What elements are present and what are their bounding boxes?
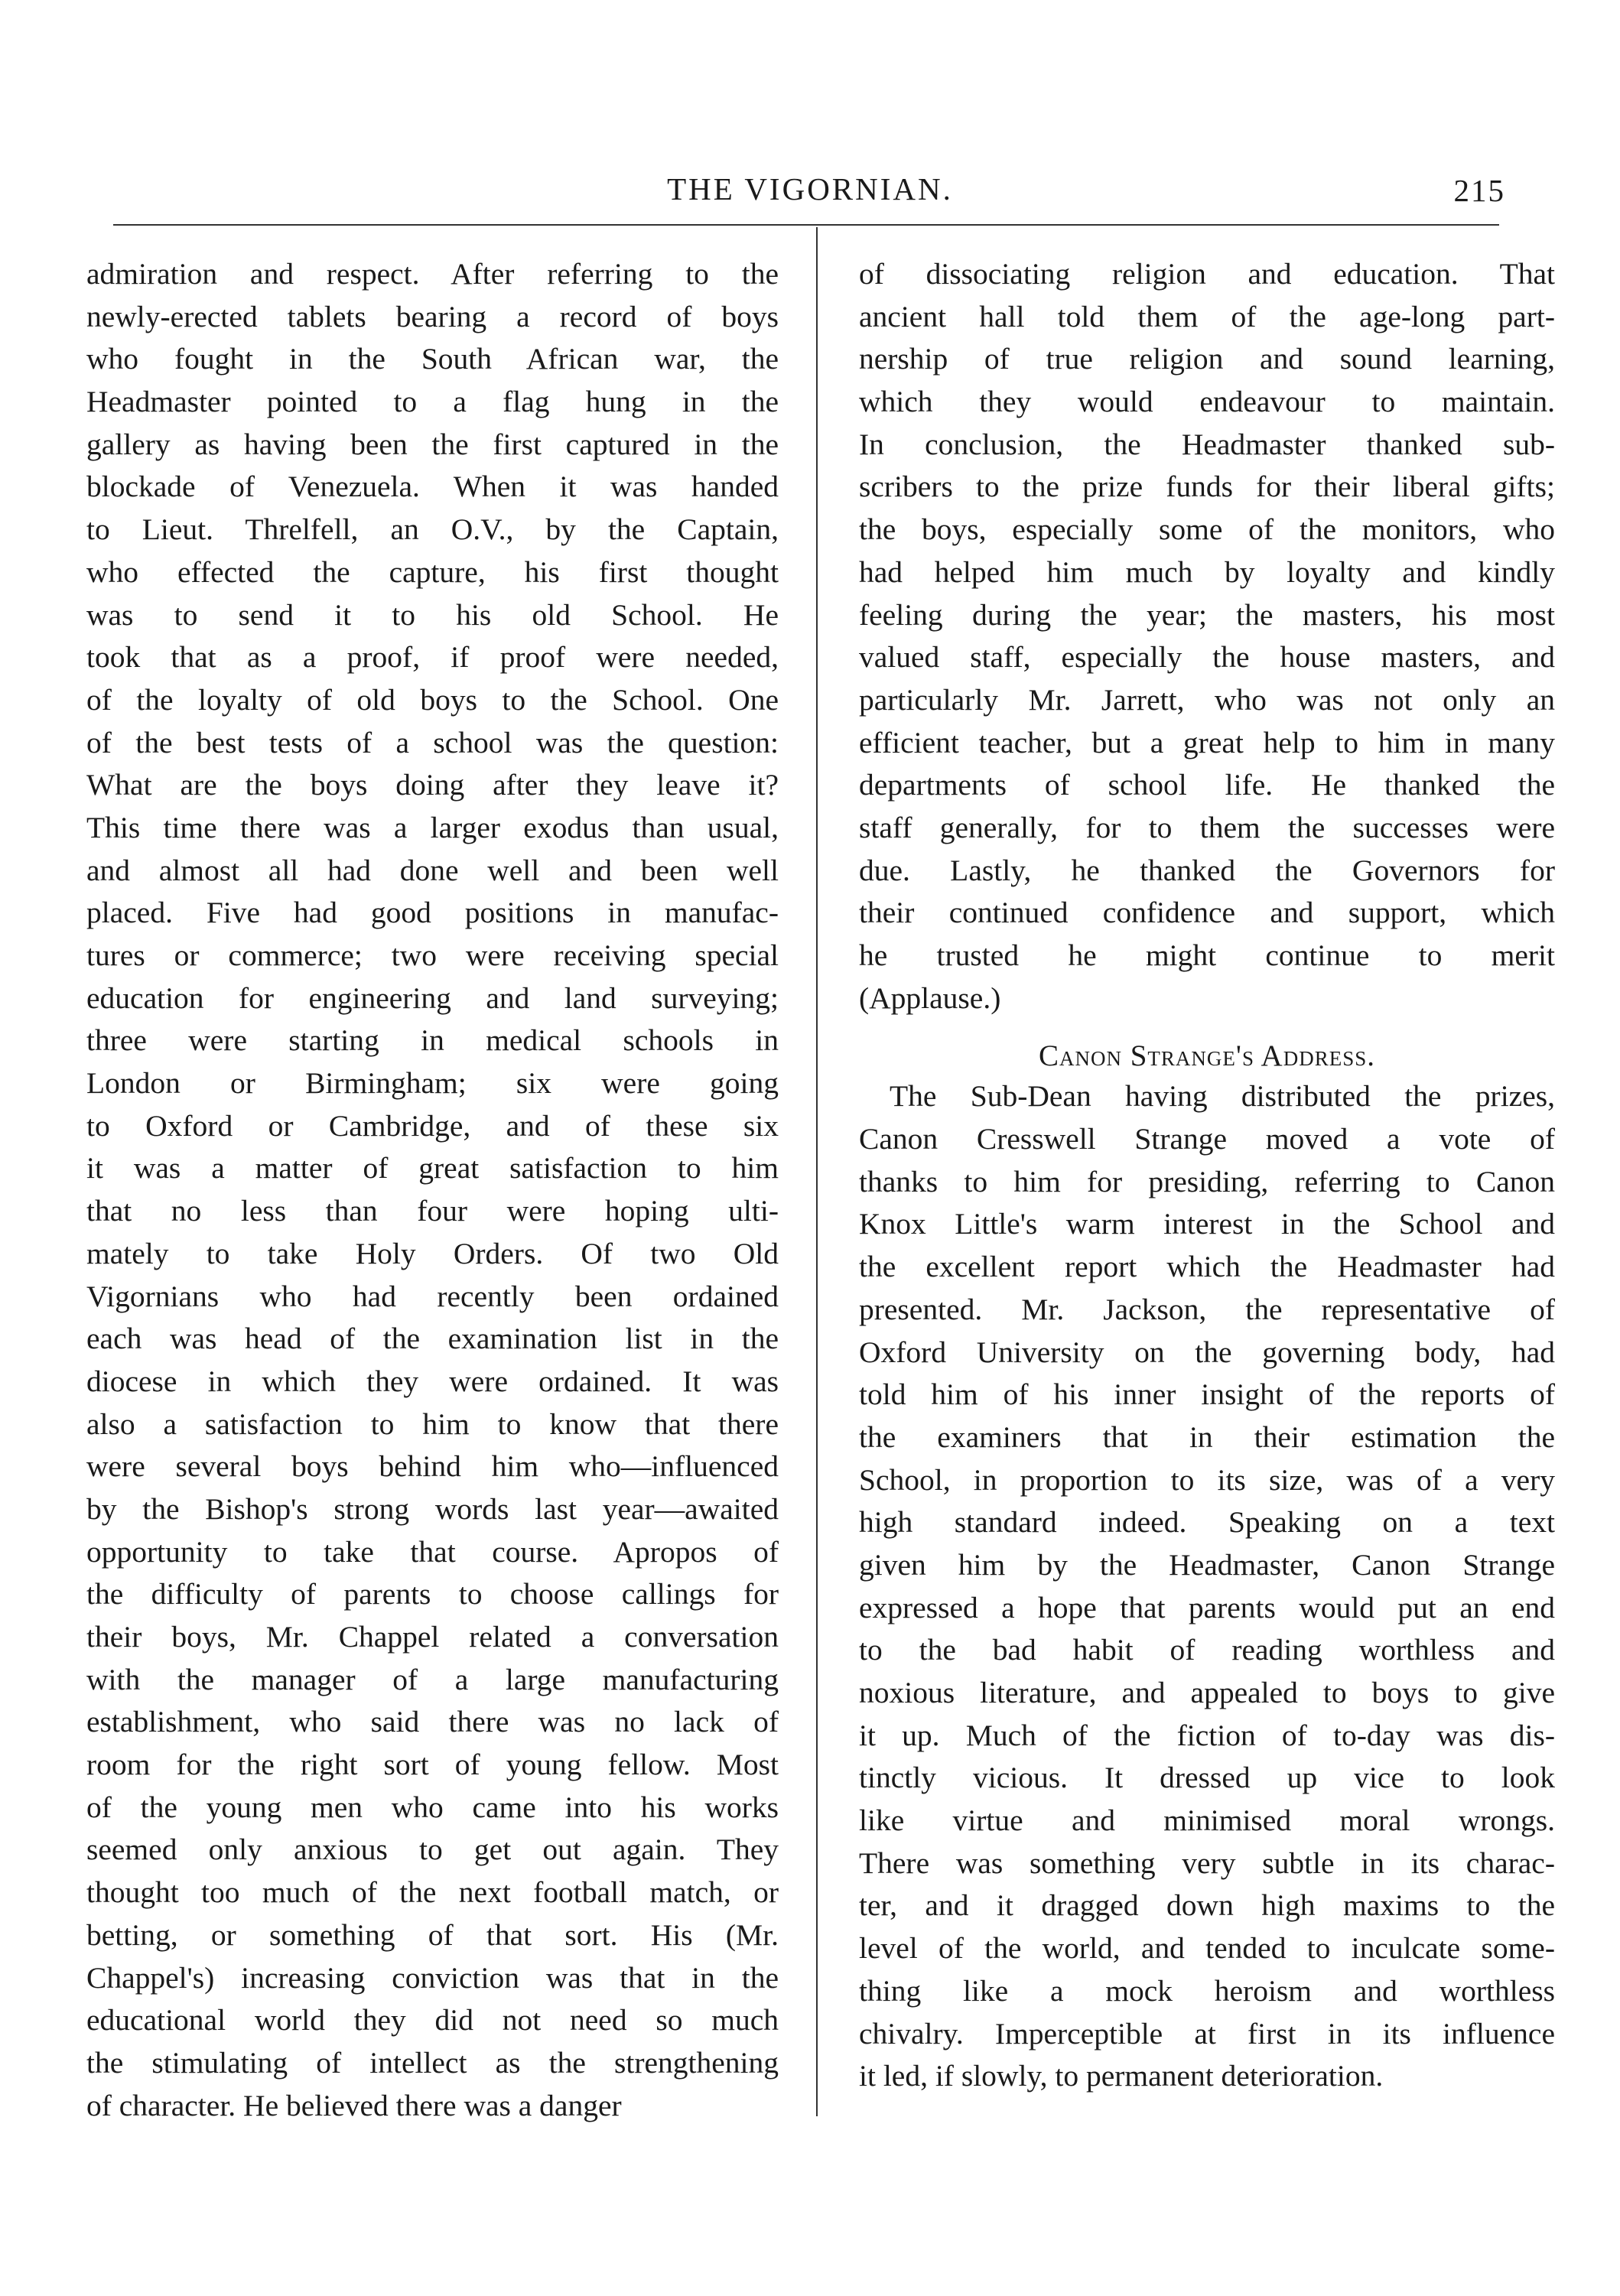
text-line: of the loyalty of old boys to the School. One	[86, 682, 779, 717]
text-line: establishment, who said there was no lack of	[86, 1705, 779, 1739]
text-line: valued staff, especially the house masters, and	[859, 640, 1555, 675]
text-line: London or Birmingham; six were going	[86, 1066, 779, 1101]
column-divider	[816, 227, 818, 2116]
text-line: In conclusion, the Headmaster thanked sub-	[859, 427, 1555, 461]
text-line: which they would endeavour to maintain.	[859, 385, 1555, 419]
text-line: took that as a proof, if proof were needed,	[86, 640, 779, 675]
text-line: feeling during the year; the masters, his most	[859, 597, 1555, 632]
text-line: the stimulating of intellect as the strengthening	[86, 2045, 779, 2080]
text-line: like virtue and minimised moral wrongs.	[859, 1803, 1555, 1838]
text-line: particularly Mr. Jarrett, who was not only an	[859, 682, 1555, 717]
text-line: efficient teacher, but a great help to him in many	[859, 725, 1555, 759]
text-line: admiration and respect. After referring to the	[86, 257, 779, 291]
text-line: education for engineering and land surveying;	[86, 981, 779, 1015]
text-line: ancient hall told them of the age-long part-	[859, 299, 1555, 333]
right-column-text-before-heading	[859, 253, 1555, 1020]
text-line: Vigornians who had recently been ordained	[86, 1279, 779, 1313]
text-line: the difficulty of parents to choose callings for	[86, 1577, 779, 1611]
text-line: it was a matter of great satisfaction to him	[86, 1151, 779, 1185]
page-number: 215	[1453, 173, 1505, 208]
text-line: placed. Five had good positions in manufac-	[86, 896, 779, 930]
text-line: their continued confidence and support, which	[859, 896, 1555, 930]
header-rule	[113, 224, 1499, 226]
text-line: gallery as having been the first captured in the	[86, 427, 779, 461]
text-line: high standard indeed. Speaking on a text	[859, 1505, 1555, 1540]
text-line: the excellent report which the Headmaster had	[859, 1250, 1555, 1284]
text-line: chivalry. Imperceptible at first in its influence	[859, 2016, 1555, 2050]
text-line: thing like a mock heroism and worthless	[859, 1973, 1555, 2008]
text-line: nership of true religion and sound learning,	[859, 342, 1555, 376]
text-line: ter, and it dragged down high maxims to the	[859, 1888, 1555, 1923]
text-line: the examiners that in their estimation the	[859, 1420, 1555, 1454]
journal-title: THE VIGORNIAN.	[667, 171, 953, 207]
right-column-text-after-heading	[859, 1075, 1555, 2098]
text-line: had helped him much by loyalty and kindly	[859, 554, 1555, 589]
text-line: the boys, especially some of the monitors, who	[859, 512, 1555, 547]
text-line: Chappel's) increasing conviction was that in the	[86, 1960, 779, 1995]
text-line: thanks to him for presiding, referring to Canon	[859, 1164, 1555, 1198]
text-line: seemed only anxious to get out again. They	[86, 1833, 779, 1867]
text-line: to Lieut. Threlfell, an O.V., by the Captain,	[86, 512, 779, 547]
text-line: School, in proportion to its size, was of a very	[859, 1462, 1555, 1497]
text-line: The Sub-Dean having distributed the prizes,	[890, 1079, 1555, 1114]
text-line: expressed a hope that parents would put an end	[859, 1590, 1555, 1624]
section-heading: Canon Strange's Address.	[1038, 1039, 1376, 1073]
text-line: also a satisfaction to him to know that there	[86, 1407, 779, 1441]
text-line: Oxford University on the governing body, had	[859, 1335, 1555, 1369]
text-line: that no less than four were hoping ulti-	[86, 1194, 779, 1228]
text-line: opportunity to take that course. Apropos of	[86, 1534, 779, 1569]
text-line: given him by the Headmaster, Canon Strange	[859, 1547, 1555, 1582]
running-head	[0, 170, 1620, 216]
text-line: who fought in the South African war, the	[86, 342, 779, 376]
text-line: to the bad habit of reading worthless and	[859, 1633, 1555, 1667]
text-line: presented. Mr. Jackson, the representative of	[859, 1292, 1555, 1326]
text-line: room for the right sort of young fellow. Most	[86, 1748, 779, 1782]
text-line: by the Bishop's strong words last year—awaited	[86, 1491, 779, 1526]
text-line: due. Lastly, he thanked the Governors for	[859, 853, 1555, 887]
text-line: tures or commerce; two were receiving special	[86, 938, 779, 972]
right-column	[859, 253, 1555, 2098]
text-line: diocese in which they were ordained. It was	[86, 1364, 779, 1398]
text-line: Knox Little's warm interest in the School and	[859, 1207, 1555, 1241]
text-line: (Applause.)	[859, 981, 1001, 1015]
text-line: newly-erected tablets bearing a record of boys	[86, 299, 779, 333]
text-line: of the best tests of a school was the question:	[86, 725, 779, 759]
text-line: This time there was a larger exodus than usual,	[86, 810, 779, 844]
text-line: scribers to the prize funds for their liberal gifts;	[859, 470, 1555, 504]
text-line: who effected the capture, his first thought	[86, 554, 779, 589]
text-line: of the young men who came into his works	[86, 1790, 779, 1824]
text-line: to Oxford or Cambridge, and of these six	[86, 1108, 779, 1143]
text-line: and almost all had done well and been well	[86, 853, 779, 887]
text-line: he trusted he might continue to merit	[859, 938, 1555, 972]
text-line: What are the boys doing after they leave it?	[86, 768, 779, 802]
text-line: were several boys behind him who—influenced	[86, 1449, 779, 1484]
text-line: of character. He believed there was a danger	[86, 2088, 622, 2122]
text-line: tinctly vicious. It dressed up vice to look	[859, 1761, 1555, 1795]
text-line: with the manager of a large manufacturing	[86, 1662, 779, 1696]
text-line: Canon Cresswell Strange moved a vote of	[859, 1122, 1555, 1156]
text-line: each was head of the examination list in the	[86, 1322, 779, 1356]
left-column	[86, 253, 779, 2127]
text-line: told him of his inner insight of the reports of	[859, 1377, 1555, 1412]
text-line: betting, or something of that sort. His (Mr.	[86, 1917, 779, 1952]
text-line: staff generally, for to them the successes were	[859, 810, 1555, 844]
text-line: mately to take Holy Orders. Of two Old	[86, 1236, 779, 1270]
text-line: their boys, Mr. Chappel related a conversation	[86, 1620, 779, 1654]
text-line: it up. Much of the fiction of to-day was dis-	[859, 1718, 1555, 1752]
text-line: There was something very subtle in its charac-	[859, 1846, 1555, 1880]
text-line: of dissociating religion and education. That	[859, 257, 1555, 291]
text-line: level of the world, and tended to inculcate some-	[859, 1931, 1555, 1966]
text-line: it led, if slowly, to permanent deterioration.	[859, 2059, 1384, 2093]
text-line: Headmaster pointed to a flag hung in the	[86, 385, 779, 419]
text-line: departments of school life. He thanked the	[859, 768, 1555, 802]
text-line: thought too much of the next football match, or	[86, 1875, 779, 1910]
text-line: educational world they did not need so much	[86, 2003, 779, 2037]
text-line: was to send it to his old School. He	[86, 597, 779, 632]
text-line: blockade of Venezuela. When it was handed	[86, 470, 779, 504]
text-line: noxious literature, and appealed to boys to give	[859, 1676, 1555, 1709]
text-line: three were starting in medical schools in	[86, 1023, 779, 1058]
